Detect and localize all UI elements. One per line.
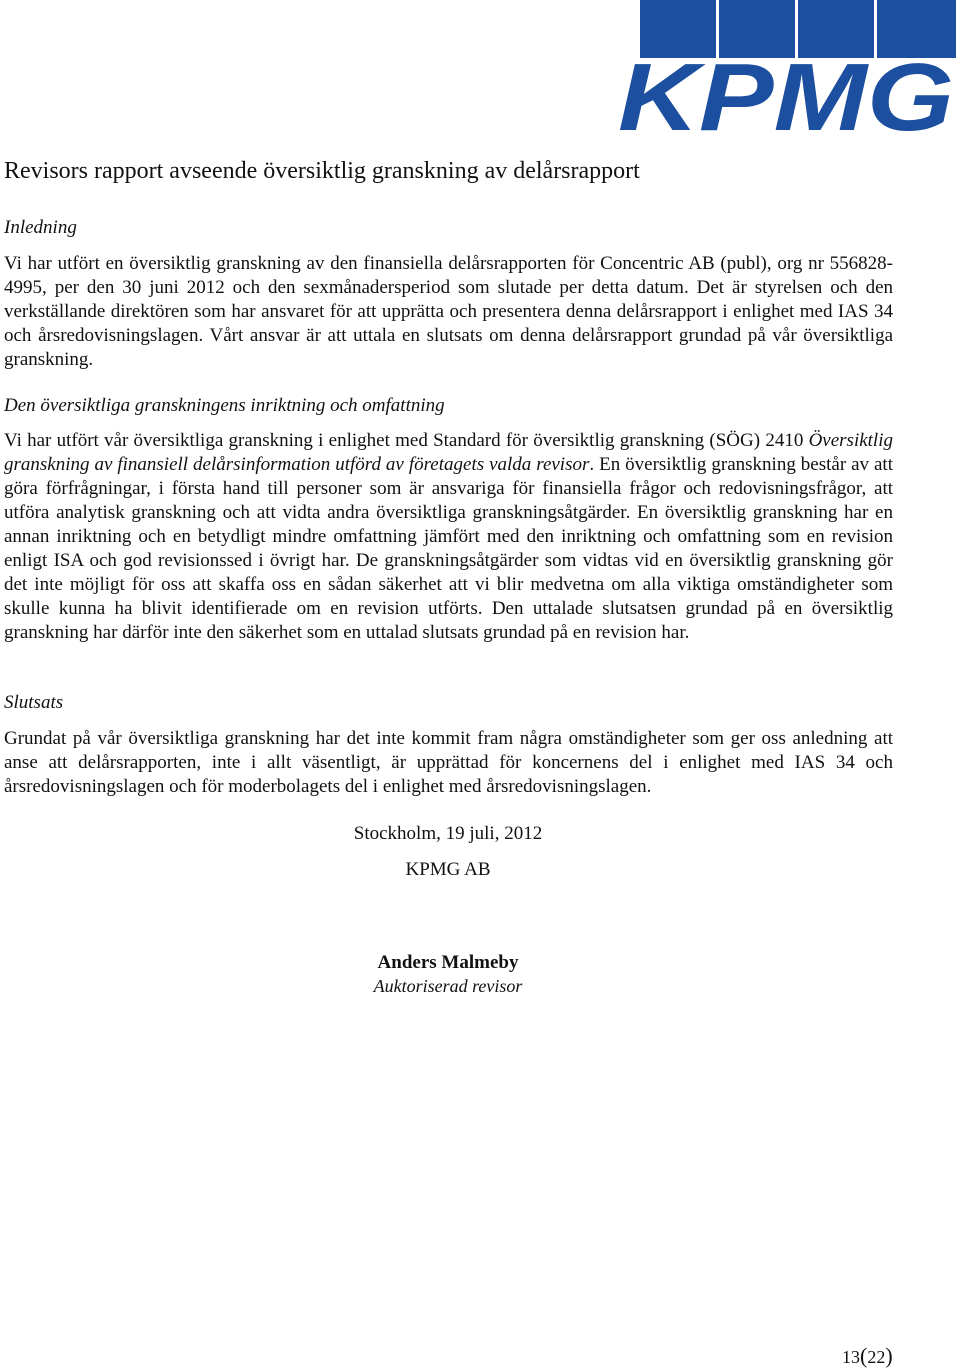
section-body-inriktning-part1: Vi har utfört vår översiktliga granskning i enlighet med Standard för översiktlig granskning (SÖG) 2410: [4, 430, 809, 451]
svg-text:KPMG: KPMG: [618, 44, 954, 134]
standard-title: Översiktlig granskning av finansiell delårsinformation utförd av företagets valda revisor: [4, 430, 893, 475]
kpmg-logo-graphic: [618, 0, 956, 134]
page-current: 13: [842, 1347, 860, 1367]
signatory-role: Auktoriserad revisor: [373, 976, 523, 996]
section-body-inledning: Vi har utfört en översiktlig granskning av den finansiella delårsrapporten för Concentric AB (publ), org nr 556828-4995, per den 30 juni 2012 och den sexmånadersperiod som slutade per detta datum. Det är styrelsen och den verkställande direktören som har ansvaret för att upprätta och presentera denna delårsrapport i enlighet med IAS 34 och årsredovisningslagen. Vårt ansvar är att uttala en slutsats om denna delårsrapport grundad på vår översiktliga granskning.: [4, 253, 893, 370]
section-body-inriktning-part2: . En översiktlig granskning består av att göra förfrågningar, i första hand till personer som är ansvariga för finansiella frågor och redovisningsfrågor, att utföra analytisk granskning och att vidta andra översiktliga granskningsåtgärder. En översiktlig granskning har en annan inriktning och en betydligt mindre omfattning jämfört med den inriktning och omfattning som en revision enligt ISA och god revisionssed i övrigt har. De granskningsåtgärder som vidtas vid en översiktlig granskning gör det inte möjligt för oss att skaffa oss en sådan säkerhet att vi blir medvetna om alla viktiga omständigheter som skulle kunna ha blivit identifierade om en revision utförts. Den uttalade slutsatsen grundad på en översiktlig granskning har därför inte den säkerhet som en uttalad slutsats grundad på en revision har.: [4, 454, 893, 643]
page-number: 13(22): [842, 1343, 893, 1368]
firm-name: KPMG AB: [405, 859, 491, 880]
page-total: 22: [867, 1347, 886, 1367]
kpmg-logo: [618, 0, 956, 134]
report-title: Revisors rapport avseende översiktlig granskning av delårsrapport: [4, 158, 640, 184]
section-heading-slutsats: Slutsats: [4, 692, 64, 713]
signatory-name: Anders Malmeby: [377, 952, 519, 973]
place-date: Stockholm, 19 juli, 2012: [353, 823, 543, 844]
section-heading-inriktning: Den översiktliga granskningens inriktning och omfattning: [4, 395, 445, 416]
section-heading-inledning: Inledning: [4, 217, 77, 238]
section-body-slutsats: Grundat på vår översiktliga granskning har det inte kommit fram några omständigheter som ger oss anledning att anse att delårsrapporten, inte i allt väsentligt, är upprättad för koncernens del i enlighet med IAS 34 och årsredovisningslagen och för moderbolagets del i enlighet med årsredovisningslagen.: [4, 728, 893, 797]
section-body-inriktning: [4, 429, 893, 645]
